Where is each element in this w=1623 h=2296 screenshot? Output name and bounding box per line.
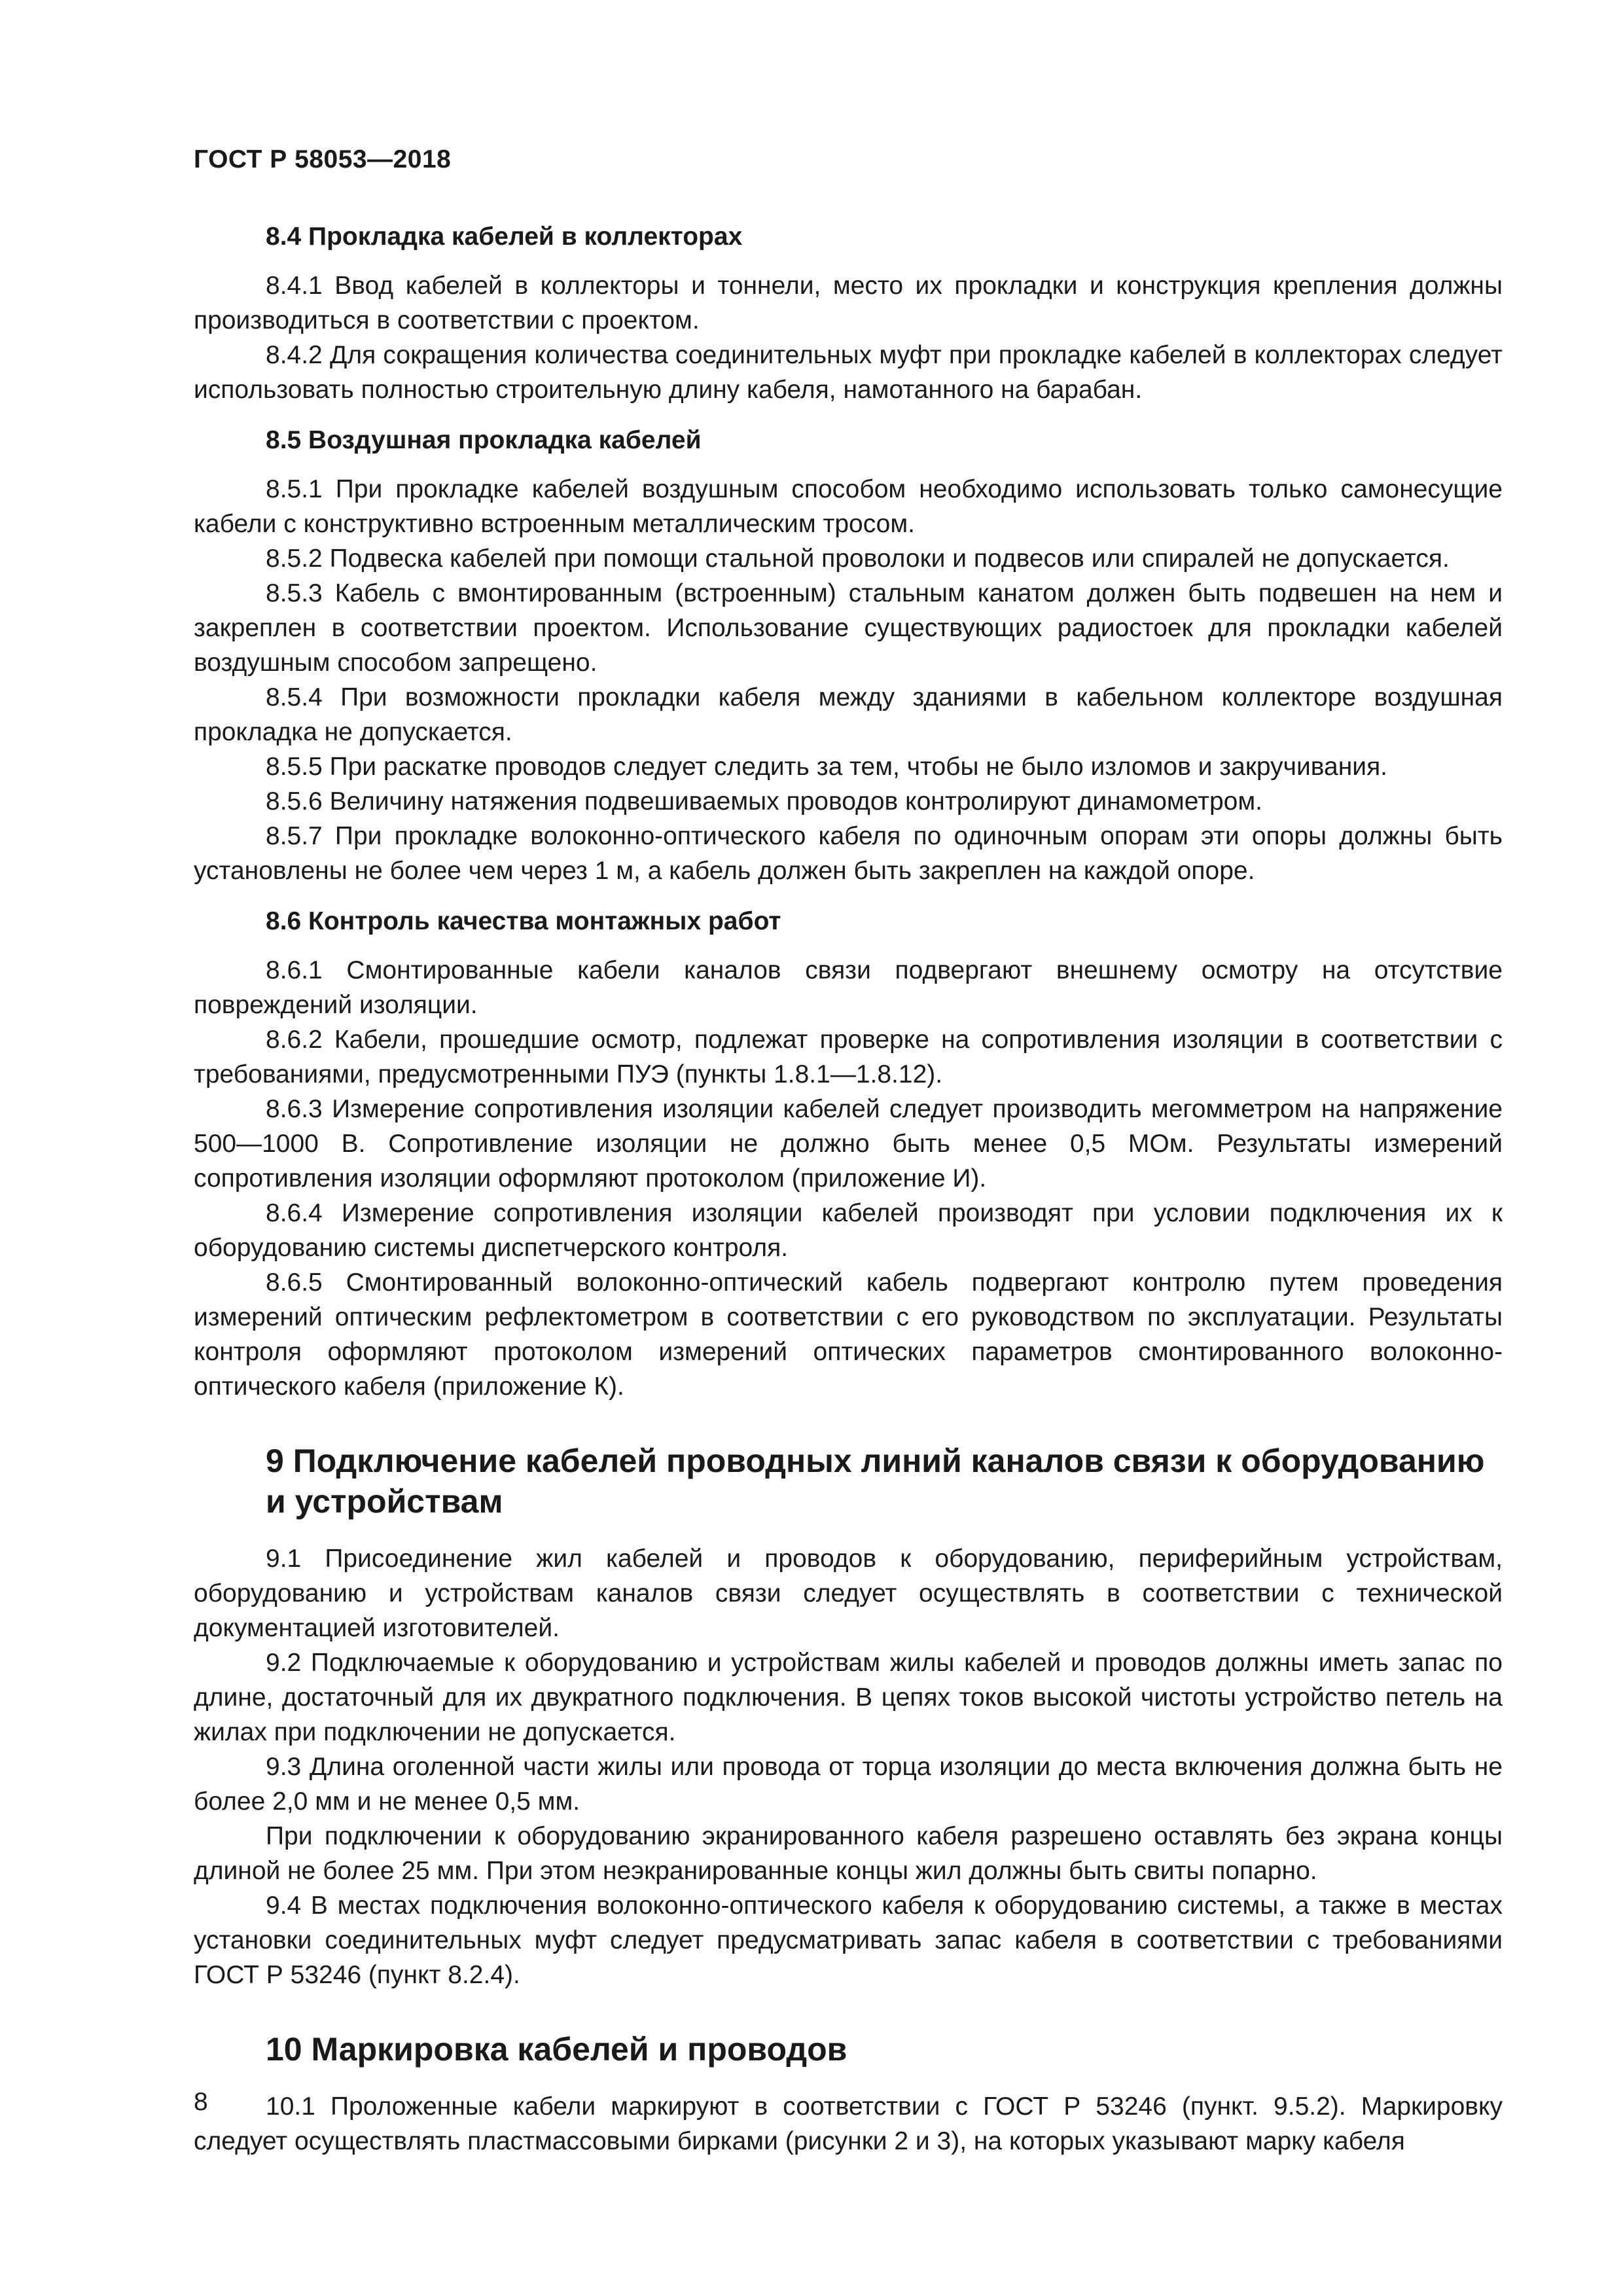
paragraph-8-4-1: 8.4.1 Ввод кабелей в коллекторы и тоннели, место их прокладки и конструкция крепления должны производиться в соответствии с проектом. (194, 272, 1503, 334)
paragraph-8-5-2: 8.5.2 Подвеска кабелей при помощи стальной проволоки и подвесов или спиралей не допускается. (266, 545, 1450, 573)
subsection-title-8-4: 8.4 Прокладка кабелей в коллекторах (266, 223, 743, 251)
paragraph-8-5-3: 8.5.3 Кабель с вмонтированным (встроенным) стальным канатом должен быть подвешен на нем и закреплен в соответствии проектом. Использование существующих радиостоек для прокладки кабелей воздушным способом запрещено. (194, 579, 1503, 677)
paragraph-10-1: 10.1 Проложенные кабели маркируют в соответствии с ГОСТ Р 53246 (пункт. 9.5.2). Маркировку следует осуществлять пластмассовыми бирками (рисунки 2 и 3), на которых указывают марку кабеля (194, 2092, 1503, 2155)
paragraph-8-6-2: 8.6.2 Кабели, прошедшие осмотр, подлежат проверке на сопротивления изоляции в соответствии с требованиями, предусмотренными ПУЭ (пункты 1.8.1—1.8.12). (194, 1026, 1503, 1088)
paragraph-8-5-5: 8.5.5 При раскатке проводов следует следить за тем, чтобы не было изломов и закручивания. (266, 753, 1388, 781)
paragraph-8-4-2: 8.4.2 Для сокращения количества соединительных муфт при прокладке кабелей в коллекторах следует использовать полностью строительную длину кабеля, намотанного на барабан. (194, 341, 1503, 404)
paragraph-8-5-6: 8.5.6 Величину натяжения подвешиваемых проводов контролируют динамометром. (266, 787, 1262, 816)
paragraph-9-1: 9.1 Присоединение жил кабелей и проводов к оборудованию, периферийным устройствам, оборудованию и устройствам каналов связи следует осуществлять в соответствии с технической документацией изготовителей. (194, 1545, 1503, 1642)
subsection-title-8-6: 8.6 Контроль качества монтажных работ (266, 907, 781, 935)
paragraph-8-5-4: 8.5.4 При возможности прокладки кабеля между зданиями в кабельном коллекторе воздушная прокладка не допускается. (194, 683, 1503, 746)
paragraph-9-3: 9.3 Длина оголенной части жилы или провода от торца изоляции до места включения должна быть не более 2,0 мм и не менее 0,5 мм. (194, 1753, 1503, 1816)
paragraph-8-5-7: 8.5.7 При прокладке волоконно-оптического кабеля по одиночным опорам эти опоры должны быть установлены не более чем через 1 м, а кабель должен быть закреплен на каждой опоре. (194, 822, 1503, 885)
paragraph-8-6-1: 8.6.1 Смонтированные кабели каналов связи подвергают внешнему осмотру на отсутствие повреждений изоляции. (194, 956, 1503, 1019)
subsection-title-8-5: 8.5 Воздушная прокладка кабелей (266, 426, 702, 454)
paragraph-9-4: 9.4 В местах подключения волоконно-оптического кабеля к оборудованию системы, а также в местах установки соединительных муфт следует предусматривать запас кабеля в соответствии с требованиями ГОСТ Р 53246 (пункт 8.2.4). (194, 1892, 1503, 1989)
paragraph-8-6-5: 8.6.5 Смонтированный волоконно-оптический кабель подвергают контролю путем проведения измерений оптическим рефлектометром в соответствии с его руководством по эксплуатации. Результаты контроля оформляют протоколом измерений оптических параметров смонтированного волоконно-оптического кабеля (приложение К). (194, 1268, 1503, 1401)
paragraph-8-5-1: 8.5.1 При прокладке кабелей воздушным способом необходимо использовать только самонесущие кабели с конструктивно встроенным металлическим тросом. (194, 475, 1503, 538)
document-id-header: ГОСТ Р 58053—2018 (194, 145, 452, 173)
page-number: 8 (194, 2088, 208, 2116)
section-title-10: 10 Маркировка кабелей и проводов (266, 2031, 847, 2068)
document-body (194, 219, 1503, 2159)
paragraph-9-3-note: При подключении к оборудованию экранированного кабеля разрешено оставлять без экрана концы длиной не более 25 мм. При этом неэкранированные концы жил должны быть свиты попарно. (194, 1822, 1503, 1885)
paragraph-9-2: 9.2 Подключаемые к оборудованию и устройствам жилы кабелей и проводов должны иметь запас по длине, достаточный для их двукратного подключения. В цепях токов высокой чистоты устройство петель на жилах при подключении не допускается. (194, 1649, 1503, 1746)
section-title-9: 9 Подключение кабелей проводных линий каналов связи к оборудованию и устройствам (266, 1443, 1485, 1520)
paragraph-8-6-4: 8.6.4 Измерение сопротивления изоляции кабелей производят при условии подключения их к оборудованию системы диспетчерского контроля. (194, 1199, 1503, 1262)
paragraph-8-6-3: 8.6.3 Измерение сопротивления изоляции кабелей следует производить мегомметром на напряжение 500—1000 В. Сопротивление изоляции не должно быть менее 0,5 МОм. Результаты измерений сопротивления изоляции оформляют протоколом (приложение И). (194, 1095, 1503, 1193)
